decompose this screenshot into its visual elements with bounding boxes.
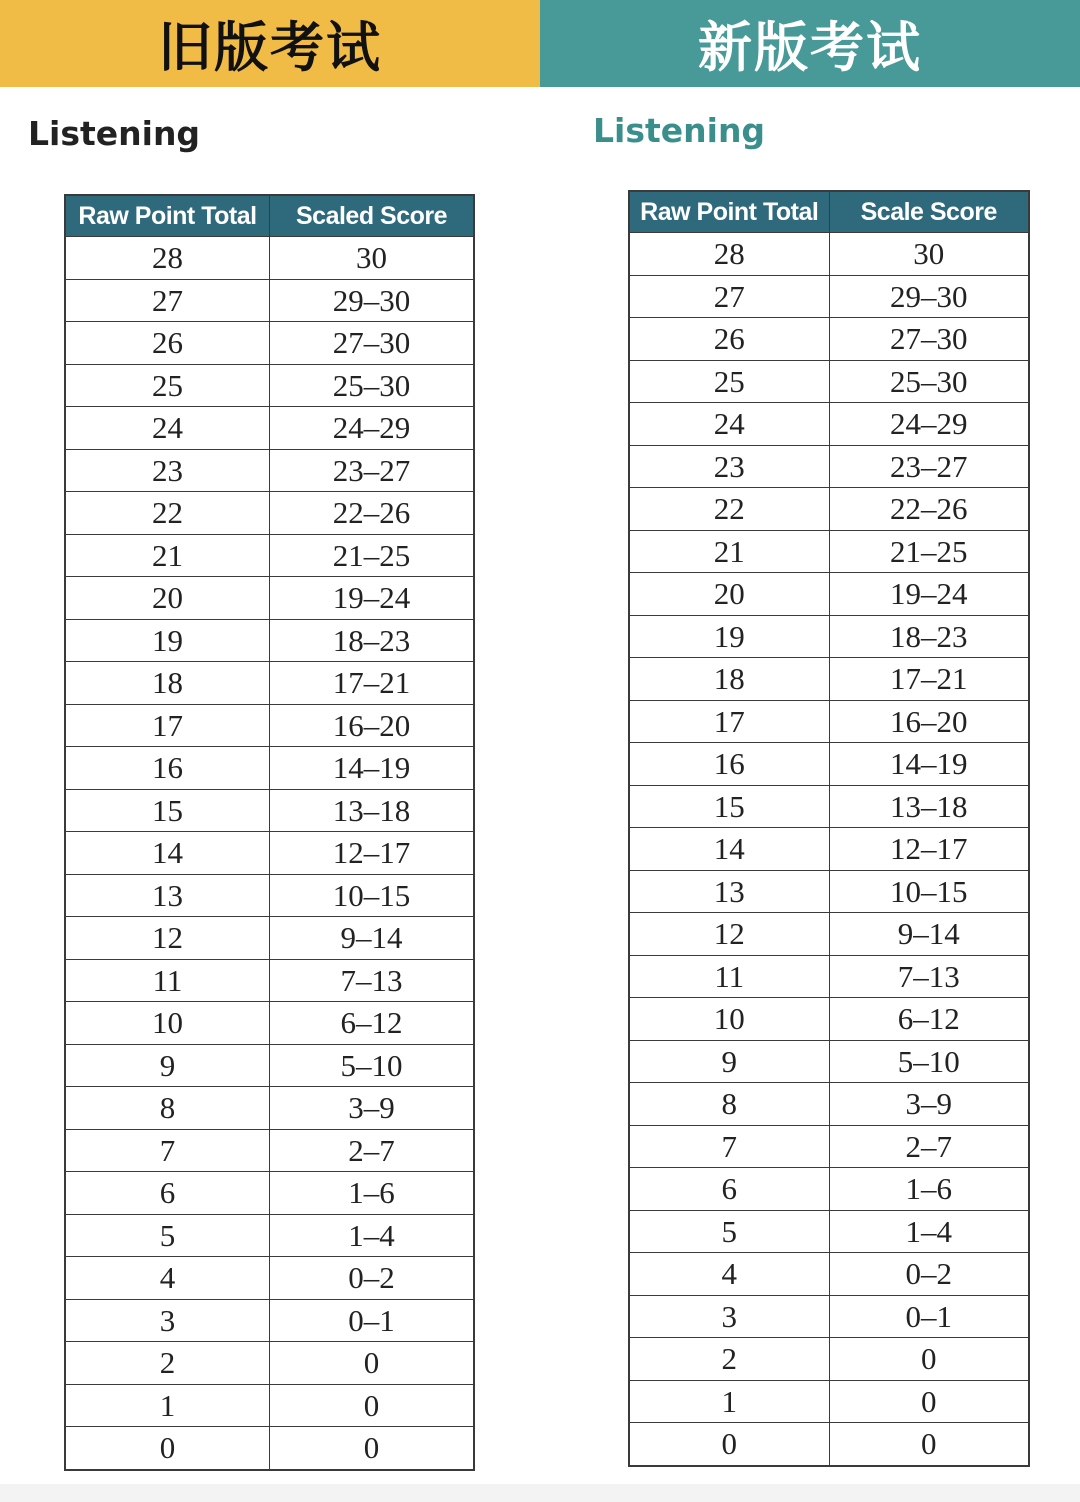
raw-point-cell: 9 bbox=[629, 1040, 829, 1083]
table-row bbox=[629, 955, 1029, 998]
score-cell: 3–9 bbox=[829, 1083, 1029, 1126]
new-listening-title: Listening bbox=[593, 111, 766, 150]
table-row bbox=[629, 1083, 1029, 1126]
raw-point-cell: 23 bbox=[65, 449, 270, 492]
table-row bbox=[629, 275, 1029, 318]
raw-point-cell: 25 bbox=[65, 364, 270, 407]
raw-point-cell: 27 bbox=[65, 279, 270, 322]
score-cell: 14–19 bbox=[829, 743, 1029, 786]
table-row bbox=[629, 913, 1029, 956]
old-exam-banner: 旧版考试 bbox=[0, 0, 540, 87]
score-cell: 18–23 bbox=[829, 615, 1029, 658]
table-row bbox=[629, 615, 1029, 658]
score-cell: 12–17 bbox=[829, 828, 1029, 871]
table-row bbox=[629, 530, 1029, 573]
table-row bbox=[65, 874, 474, 917]
raw-point-cell: 28 bbox=[65, 237, 270, 280]
table-row bbox=[629, 828, 1029, 871]
table-row bbox=[629, 1125, 1029, 1168]
score-cell: 13–18 bbox=[270, 789, 475, 832]
table-row bbox=[65, 1299, 474, 1342]
score-cell: 2–7 bbox=[829, 1125, 1029, 1168]
score-cell: 14–19 bbox=[270, 747, 475, 790]
table-row bbox=[65, 279, 474, 322]
score-cell: 24–29 bbox=[270, 407, 475, 450]
table-row bbox=[629, 1295, 1029, 1338]
score-cell: 16–20 bbox=[270, 704, 475, 747]
table-row bbox=[629, 1423, 1029, 1466]
table-row bbox=[65, 322, 474, 365]
score-cell: 29–30 bbox=[829, 275, 1029, 318]
raw-point-cell: 7 bbox=[65, 1129, 270, 1172]
score-cell: 27–30 bbox=[829, 318, 1029, 361]
raw-point-cell: 0 bbox=[65, 1427, 270, 1470]
raw-point-cell: 22 bbox=[65, 492, 270, 535]
table-row bbox=[629, 870, 1029, 913]
table-row bbox=[65, 1214, 474, 1257]
raw-point-cell: 13 bbox=[629, 870, 829, 913]
table-row bbox=[65, 1342, 474, 1385]
raw-point-cell: 27 bbox=[629, 275, 829, 318]
score-cell: 0–2 bbox=[829, 1253, 1029, 1296]
score-cell: 3–9 bbox=[270, 1087, 475, 1130]
score-cell: 10–15 bbox=[270, 874, 475, 917]
table-row bbox=[65, 1257, 474, 1300]
score-cell: 27–30 bbox=[270, 322, 475, 365]
raw-point-cell: 12 bbox=[629, 913, 829, 956]
raw-point-cell: 3 bbox=[629, 1295, 829, 1338]
old-listening-title: Listening bbox=[28, 114, 201, 153]
table-row bbox=[65, 364, 474, 407]
score-cell: 9–14 bbox=[270, 917, 475, 960]
score-cell: 6–12 bbox=[270, 1002, 475, 1045]
table-row bbox=[65, 237, 474, 280]
score-cell: 0–1 bbox=[829, 1295, 1029, 1338]
table-row bbox=[65, 534, 474, 577]
score-cell: 9–14 bbox=[829, 913, 1029, 956]
raw-point-cell: 18 bbox=[65, 662, 270, 705]
old-score-table bbox=[64, 194, 475, 1471]
table-row bbox=[629, 785, 1029, 828]
table-row bbox=[65, 1129, 474, 1172]
raw-point-total-header: Raw Point Total bbox=[629, 191, 829, 233]
table-row bbox=[629, 1253, 1029, 1296]
raw-point-cell: 10 bbox=[65, 1002, 270, 1045]
score-cell: 5–10 bbox=[270, 1044, 475, 1087]
table-row bbox=[629, 658, 1029, 701]
score-cell: 0–2 bbox=[270, 1257, 475, 1300]
table-row bbox=[65, 1172, 474, 1215]
raw-point-cell: 6 bbox=[629, 1168, 829, 1211]
score-cell: 0 bbox=[829, 1423, 1029, 1466]
table-row bbox=[65, 619, 474, 662]
raw-point-cell: 21 bbox=[629, 530, 829, 573]
raw-point-cell: 25 bbox=[629, 360, 829, 403]
table-row bbox=[629, 998, 1029, 1041]
raw-point-cell: 14 bbox=[65, 832, 270, 875]
table-row bbox=[65, 662, 474, 705]
score-cell: 10–15 bbox=[829, 870, 1029, 913]
raw-point-cell: 2 bbox=[629, 1338, 829, 1381]
score-cell: 22–26 bbox=[270, 492, 475, 535]
raw-point-cell: 17 bbox=[629, 700, 829, 743]
table-row bbox=[65, 832, 474, 875]
raw-point-cell: 26 bbox=[629, 318, 829, 361]
score-cell: 1–6 bbox=[829, 1168, 1029, 1211]
raw-point-cell: 4 bbox=[65, 1257, 270, 1300]
score-cell: 25–30 bbox=[270, 364, 475, 407]
table-row bbox=[629, 743, 1029, 786]
raw-point-cell: 24 bbox=[65, 407, 270, 450]
raw-point-cell: 8 bbox=[629, 1083, 829, 1126]
raw-point-cell: 7 bbox=[629, 1125, 829, 1168]
table-row bbox=[629, 1210, 1029, 1253]
score-cell: 1–4 bbox=[829, 1210, 1029, 1253]
score-cell: 12–17 bbox=[270, 832, 475, 875]
score-cell: 22–26 bbox=[829, 488, 1029, 531]
table-row bbox=[65, 492, 474, 535]
score-cell: 29–30 bbox=[270, 279, 475, 322]
raw-point-cell: 8 bbox=[65, 1087, 270, 1130]
score-cell: 24–29 bbox=[829, 403, 1029, 446]
raw-point-cell: 2 bbox=[65, 1342, 270, 1385]
table-row bbox=[65, 959, 474, 1002]
table-row bbox=[629, 1040, 1029, 1083]
table-row bbox=[65, 407, 474, 450]
raw-point-cell: 10 bbox=[629, 998, 829, 1041]
bottom-strip bbox=[0, 1484, 1080, 1502]
new-score-table bbox=[628, 190, 1030, 1467]
score-cell: 7–13 bbox=[270, 959, 475, 1002]
raw-point-cell: 1 bbox=[629, 1380, 829, 1423]
score-cell: 30 bbox=[270, 237, 475, 280]
scaled-score-header: Scaled Score bbox=[270, 195, 475, 237]
raw-point-cell: 5 bbox=[629, 1210, 829, 1253]
raw-point-cell: 15 bbox=[65, 789, 270, 832]
score-cell: 21–25 bbox=[829, 530, 1029, 573]
score-cell: 0 bbox=[829, 1338, 1029, 1381]
table-row bbox=[629, 445, 1029, 488]
new-exam-banner: 新版考试 bbox=[540, 0, 1080, 87]
score-cell: 30 bbox=[829, 233, 1029, 276]
raw-point-cell: 18 bbox=[629, 658, 829, 701]
table-row bbox=[629, 1380, 1029, 1423]
raw-point-cell: 12 bbox=[65, 917, 270, 960]
raw-point-cell: 1 bbox=[65, 1384, 270, 1427]
table-row bbox=[629, 233, 1029, 276]
score-cell: 0 bbox=[829, 1380, 1029, 1423]
raw-point-cell: 5 bbox=[65, 1214, 270, 1257]
raw-point-cell: 16 bbox=[629, 743, 829, 786]
raw-point-cell: 21 bbox=[65, 534, 270, 577]
raw-point-cell: 28 bbox=[629, 233, 829, 276]
score-cell: 16–20 bbox=[829, 700, 1029, 743]
raw-point-total-header: Raw Point Total bbox=[65, 195, 270, 237]
table-row bbox=[65, 1427, 474, 1470]
score-cell: 1–4 bbox=[270, 1214, 475, 1257]
table-row bbox=[65, 1087, 474, 1130]
raw-point-cell: 20 bbox=[65, 577, 270, 620]
score-cell: 0–1 bbox=[270, 1299, 475, 1342]
raw-point-cell: 16 bbox=[65, 747, 270, 790]
score-cell: 18–23 bbox=[270, 619, 475, 662]
raw-point-cell: 0 bbox=[629, 1423, 829, 1466]
table-row bbox=[629, 1168, 1029, 1211]
table-row bbox=[629, 403, 1029, 446]
raw-point-cell: 26 bbox=[65, 322, 270, 365]
score-cell: 6–12 bbox=[829, 998, 1029, 1041]
table-row bbox=[65, 577, 474, 620]
raw-point-cell: 3 bbox=[65, 1299, 270, 1342]
table-row bbox=[65, 1002, 474, 1045]
score-cell: 17–21 bbox=[829, 658, 1029, 701]
score-cell: 0 bbox=[270, 1342, 475, 1385]
raw-point-cell: 15 bbox=[629, 785, 829, 828]
table-header-row bbox=[629, 191, 1029, 233]
raw-point-cell: 22 bbox=[629, 488, 829, 531]
score-cell: 0 bbox=[270, 1427, 475, 1470]
score-cell: 17–21 bbox=[270, 662, 475, 705]
raw-point-cell: 4 bbox=[629, 1253, 829, 1296]
raw-point-cell: 17 bbox=[65, 704, 270, 747]
table-row bbox=[629, 360, 1029, 403]
raw-point-cell: 23 bbox=[629, 445, 829, 488]
raw-point-cell: 19 bbox=[65, 619, 270, 662]
raw-point-cell: 9 bbox=[65, 1044, 270, 1087]
score-cell: 7–13 bbox=[829, 955, 1029, 998]
score-cell: 21–25 bbox=[270, 534, 475, 577]
score-cell: 23–27 bbox=[270, 449, 475, 492]
table-row bbox=[65, 789, 474, 832]
raw-point-cell: 14 bbox=[629, 828, 829, 871]
score-cell: 13–18 bbox=[829, 785, 1029, 828]
table-row bbox=[65, 449, 474, 492]
raw-point-cell: 13 bbox=[65, 874, 270, 917]
table-row bbox=[65, 917, 474, 960]
table-row bbox=[65, 704, 474, 747]
raw-point-cell: 11 bbox=[65, 959, 270, 1002]
table-row bbox=[65, 1044, 474, 1087]
raw-point-cell: 11 bbox=[629, 955, 829, 998]
score-cell: 1–6 bbox=[270, 1172, 475, 1215]
table-row bbox=[629, 573, 1029, 616]
score-cell: 5–10 bbox=[829, 1040, 1029, 1083]
raw-point-cell: 24 bbox=[629, 403, 829, 446]
table-row bbox=[629, 1338, 1029, 1381]
table-row bbox=[629, 318, 1029, 361]
table-row bbox=[629, 488, 1029, 531]
raw-point-cell: 19 bbox=[629, 615, 829, 658]
table-row bbox=[629, 700, 1029, 743]
score-cell: 25–30 bbox=[829, 360, 1029, 403]
score-cell: 23–27 bbox=[829, 445, 1029, 488]
score-cell: 19–24 bbox=[270, 577, 475, 620]
table-row bbox=[65, 747, 474, 790]
raw-point-cell: 6 bbox=[65, 1172, 270, 1215]
scale-score-header: Scale Score bbox=[829, 191, 1029, 233]
score-cell: 2–7 bbox=[270, 1129, 475, 1172]
table-header-row bbox=[65, 195, 474, 237]
table-row bbox=[65, 1384, 474, 1427]
raw-point-cell: 20 bbox=[629, 573, 829, 616]
score-cell: 0 bbox=[270, 1384, 475, 1427]
score-cell: 19–24 bbox=[829, 573, 1029, 616]
